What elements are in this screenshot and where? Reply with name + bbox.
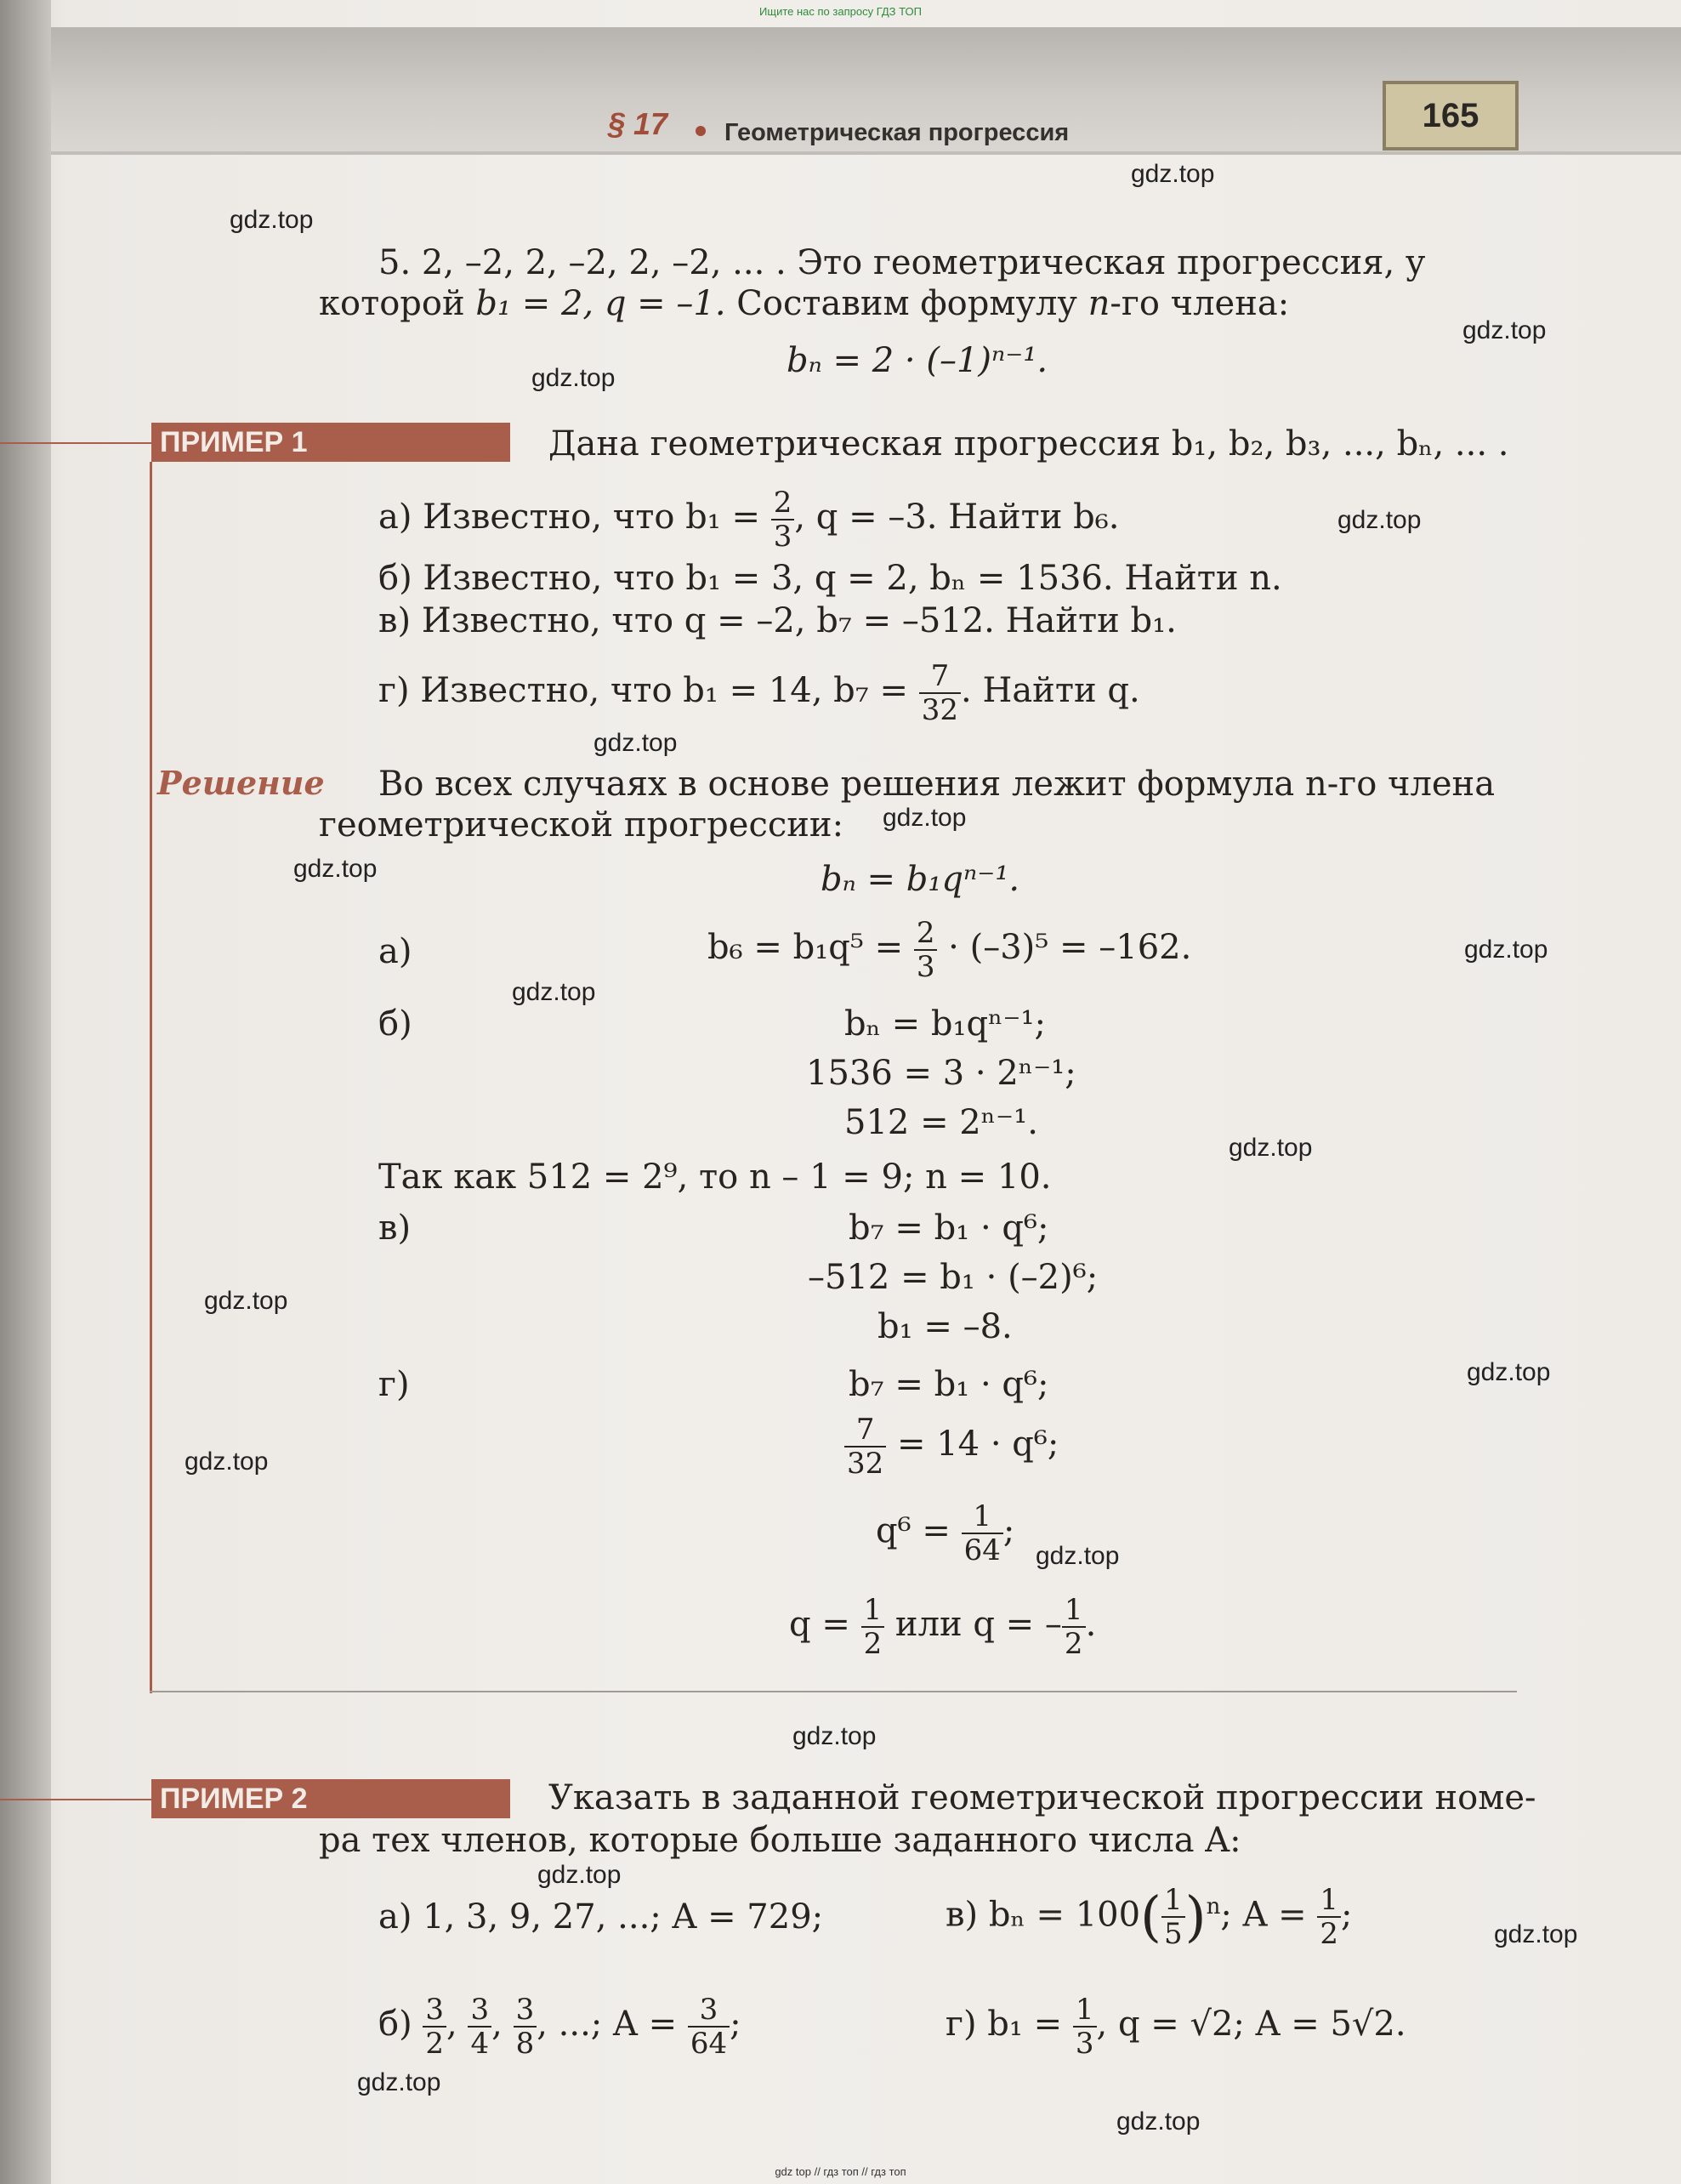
watermark: gdz.top [1036, 1542, 1120, 1570]
page-number: 165 [1383, 81, 1519, 151]
fraction: $\frac{1}{2}$ [1317, 1884, 1341, 1950]
solution-a: b₆ = b₁q⁵ = $\frac{2}{3}$ · (–3)⁵ = –162. [707, 916, 1192, 984]
solution-g-4: q = $\frac{1}{2}$ или q = – $\frac{1}{2}$ . [789, 1593, 1097, 1661]
fraction: $\frac{1}{3}$ [1073, 1993, 1097, 2060]
watermark: gdz.top [1467, 1358, 1551, 1386]
fraction: $\frac{3}{2}$ [423, 1993, 446, 2060]
watermark: gdz.top [531, 364, 616, 392]
header-rule [51, 151, 1681, 155]
solution-b-label: б) [378, 1004, 412, 1044]
watermark: gdz.top [1131, 160, 1215, 188]
watermark: gdz.top [883, 804, 967, 832]
example1-task-g: г) Известно, что b₁ = 14, b₇ = $\frac{7}{32}$ . Найти q. [378, 659, 1140, 727]
watermark: gdz.top [1462, 316, 1547, 344]
solution-v-3: b₁ = –8. [877, 1307, 1013, 1346]
example1-intro: Дана геометрическая прогрессия b₁, b₂, b₃, ..., bₙ, ... . [548, 424, 1509, 464]
solution-intro-2: геометрической прогрессии: [319, 805, 844, 845]
top-note: Ищите нас по запросу ГДЗ ТОП [759, 5, 922, 18]
header-title: Геометрическая прогрессия [724, 119, 1070, 146]
fraction: $\frac{1}{2}$ [861, 1594, 885, 1660]
fraction: $\frac{1}{5}$ [1161, 1884, 1185, 1950]
watermark: gdz.top [537, 1861, 622, 1889]
solution-b-3: 512 = 2ⁿ⁻¹. [844, 1103, 1038, 1142]
solution-intro-1: Во всех случаях в основе решения лежит формула n-го члена [378, 765, 1496, 804]
solution-v-label: в) [378, 1209, 412, 1248]
general-formula: bₙ = b₁qⁿ⁻¹. [821, 860, 1020, 899]
example2-task-a: а) 1, 3, 9, 27, ...; A = 729; [378, 1897, 824, 1937]
solution-label: Решение [157, 764, 325, 802]
solution-a-label: а) [378, 932, 412, 971]
fraction: $\frac{1}{64}$ [962, 1500, 1003, 1567]
watermark: gdz.top [512, 978, 596, 1006]
watermark: gdz.top [1116, 2107, 1201, 2136]
solution-g-1: b₇ = b₁ · q⁶; [849, 1365, 1049, 1404]
section-number: § 17 [608, 106, 668, 141]
example2-task-v: в) bₙ = 100( $\frac{1}{5}$ )$^n$; A = $\frac{1}{2}$ ; [946, 1883, 1353, 1952]
watermark: gdz.top [1229, 1134, 1313, 1162]
item5-line1: 5. 2, –2, 2, –2, 2, –2, ... . Это геометрическая прогрессия, у [378, 243, 1426, 282]
example2-label: ПРИМЕР 2 [151, 1779, 510, 1818]
solution-g-2: $\frac{7}{32}$ = 14 · q⁶; [844, 1413, 1059, 1480]
fraction: $\frac{3}{8}$ [514, 1993, 537, 2060]
watermark: gdz.top [593, 729, 678, 757]
fraction: $\frac{1}{2}$ [1062, 1594, 1086, 1660]
example1-rule [0, 442, 151, 444]
solution-b-1: bₙ = b₁qⁿ⁻¹; [844, 1004, 1047, 1044]
watermark: gdz.top [204, 1287, 288, 1315]
solution-b-conclusion: Так как 512 = 2⁹, то n – 1 = 9; n = 10. [378, 1157, 1052, 1197]
solution-g-label: г) [378, 1365, 410, 1404]
example1-label: ПРИМЕР 1 [151, 423, 510, 462]
example1-frame [150, 462, 152, 1693]
bottom-note: gdz top // гдз топ // гдз топ [775, 2165, 906, 2178]
watermark: gdz.top [293, 855, 378, 883]
example2-intro-2: ра тех членов, которые больше заданного числа A: [319, 1821, 1241, 1860]
item5-formula: bₙ = 2 · (–1)ⁿ⁻¹. [787, 341, 1048, 380]
watermark: gdz.top [357, 2068, 441, 2096]
item5-line2: которой b₁ = 2, q = –1. Составим формулу n-го члена: [319, 284, 1290, 323]
watermark: gdz.top [1337, 506, 1422, 534]
fraction: $\frac{3}{64}$ [688, 1993, 730, 2060]
fraction: $\frac{7}{32}$ [844, 1413, 886, 1480]
solution-v-1: b₇ = b₁ · q⁶; [849, 1209, 1049, 1248]
fraction: $\frac{2}{3}$ [914, 917, 938, 983]
watermark: gdz.top [1464, 936, 1548, 964]
header-dot [696, 126, 706, 136]
watermark: gdz.top [1494, 1920, 1578, 1948]
watermark: gdz.top [792, 1722, 877, 1750]
example2-intro-1: Указать в заданной геометрической прогрессии номе- [548, 1778, 1536, 1817]
solution-g-3: q⁶ = $\frac{1}{64}$ ; [876, 1499, 1015, 1567]
example1-task-v: в) Известно, что q = –2, b₇ = –512. Найти b₁. [378, 601, 1177, 640]
book-spine [0, 0, 51, 2184]
watermark: gdz.top [230, 206, 314, 234]
example1-task-b: б) Известно, что b₁ = 3, q = 2, bₙ = 1536. Найти n. [378, 559, 1282, 598]
solution-v-2: –512 = b₁ · (–2)⁶; [808, 1258, 1099, 1297]
example1-task-a: а) Известно, что b₁ = $\frac{2}{3}$ , q = –3. Найти b₆. [378, 486, 1120, 554]
example1-bottom-rule [150, 1691, 1517, 1692]
example2-task-b: б) $\frac{3}{2}$ , $\frac{3}{4}$ , $\frac{3}{8}$ , ...; A = $\frac{3}{64}$ ; [378, 1993, 741, 2061]
example2-task-g: г) b₁ = $\frac{1}{3}$ , q = √2; A = 5√2. [946, 1993, 1406, 2061]
solution-b-2: 1536 = 3 · 2ⁿ⁻¹; [806, 1054, 1076, 1093]
fraction: $\frac{2}{3}$ [771, 486, 795, 553]
fraction: $\frac{3}{4}$ [468, 1993, 491, 2060]
fraction: $\frac{7}{32}$ [919, 660, 961, 726]
watermark: gdz.top [185, 1447, 269, 1476]
example2-rule [0, 1799, 151, 1800]
